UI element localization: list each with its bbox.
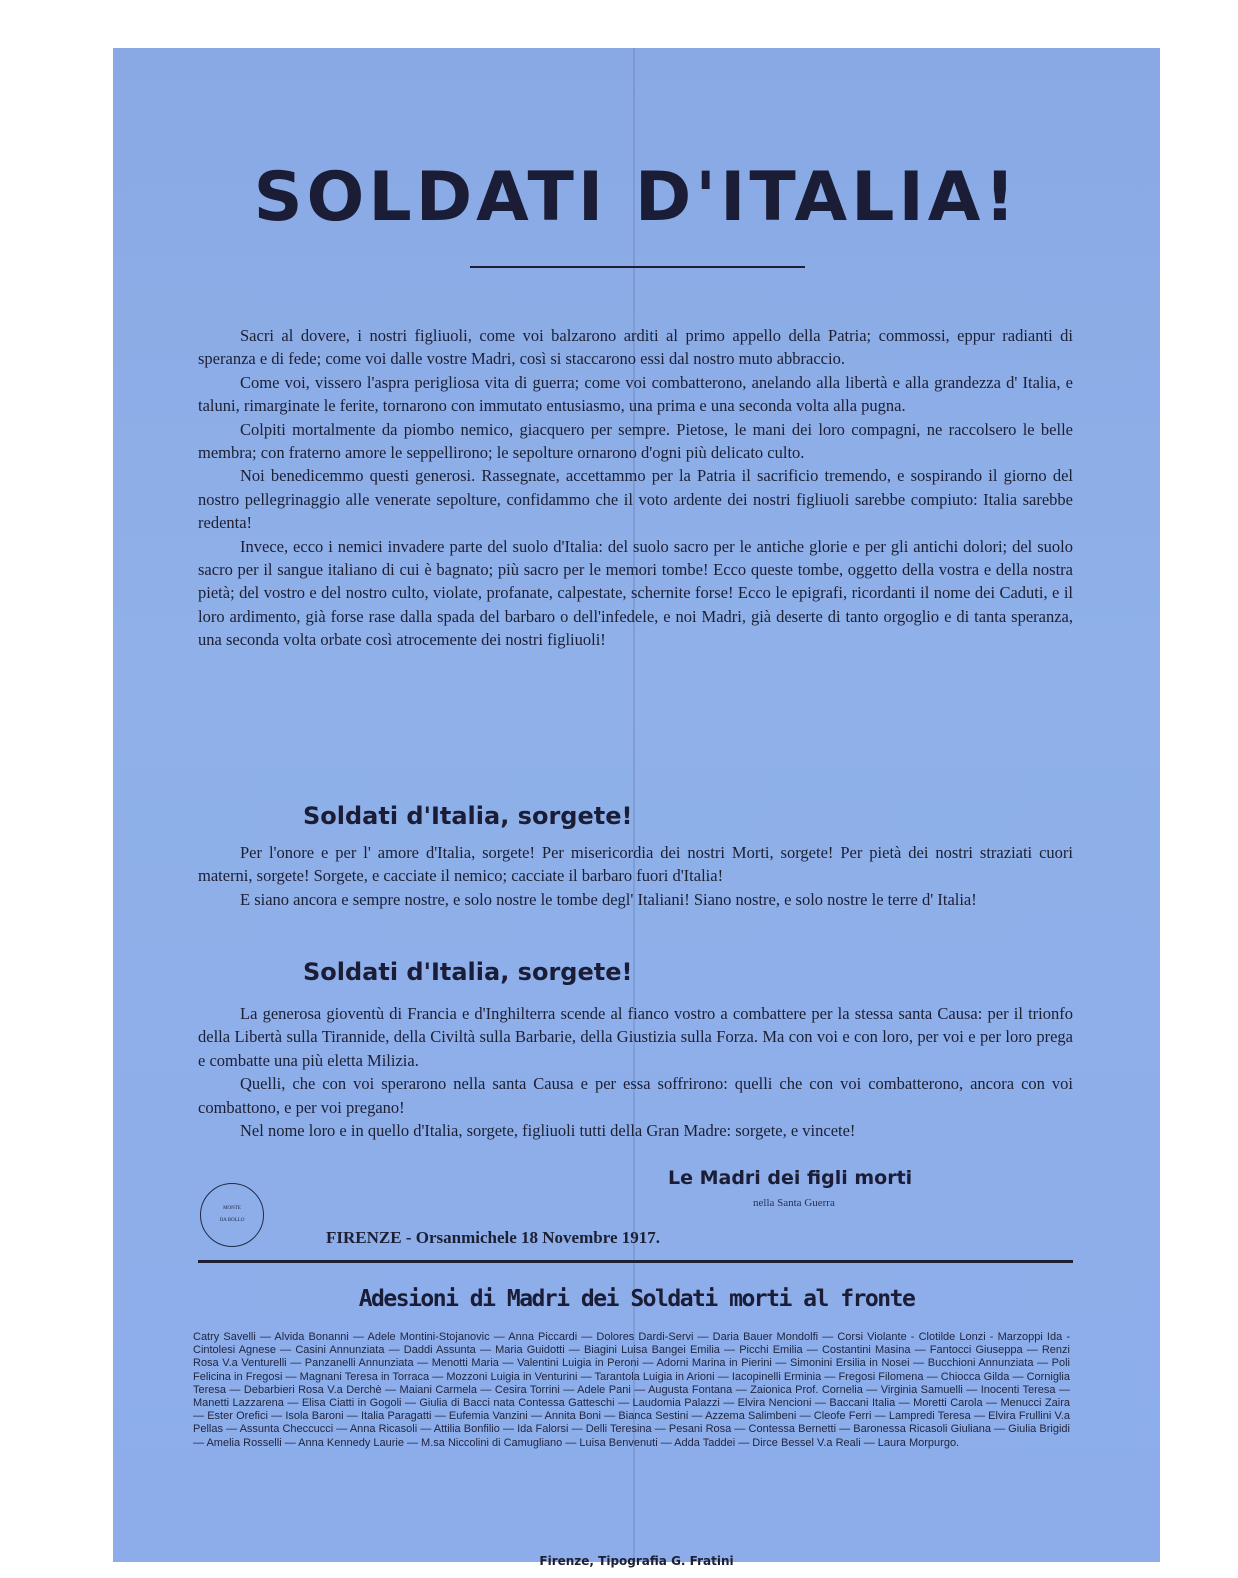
paragraph: Noi benedicemmo questi generosi. Rassegnate, accettammo per la Patria il sacrificio tremendo, e sospirando il giorno del nostro pellegrinaggio alle venerate sepolture, confidammo che il voto ardente dei nostri figliuoli sarebbe compiuto: Italia sarebbe redenta! — [198, 466, 1073, 533]
printer-credit: Firenze, Tipografia G. Fratini — [539, 1554, 734, 1568]
paragraph: Quelli, che con voi sperarono nella santa Causa e per essa soffrirono: quelli che con voi combatterono, ancora con voi combattono, e per voi pregano! — [198, 1074, 1073, 1117]
dateline: FIRENZE - Orsanmichele 18 Novembre 1917. — [326, 1228, 660, 1247]
revenue-stamp — [200, 1183, 264, 1247]
title-divider — [470, 266, 805, 268]
paragraph: La generosa gioventù di Francia e d'Inghilterra scende al fianco vostro a combattere per la stessa santa Causa: per il trionfo della Libertà sulla Tirannide, della Civiltà sulla Barbarie, della Giustizia sulla Forza. Ma con voi e con loro, per voi e per loro prega e combatte una più eletta Milizia. — [198, 1004, 1073, 1070]
body-section-3 — [198, 1002, 1073, 1142]
body-section-1 — [198, 324, 1073, 652]
paragraph: Colpiti mortalmente da piombo nemico, giacquero per sempre. Pietose, le mani dei loro compagni, ne raccolsero le belle membra; con fraterno amore le seppellirono; le sepolture ornarono d'ogni più delicato culto. — [198, 419, 1073, 463]
paragraph: Per l'onore e per l' amore d'Italia, sorgete! Per misericordia dei nostri Morti, sorgete! Per pietà dei nostri straziati cuori materni, sorgete! Sorgete, e cacciate il nemico; cacciate il barbaro fuori d'Italia! — [198, 843, 1073, 886]
poster-title: SOLDATI D'ITALIA! — [253, 158, 1020, 237]
section-divider — [198, 1260, 1073, 1263]
stamp-text: DA BOLLO — [219, 1218, 245, 1223]
paragraph: E siano ancora e sempre nostre, e solo nostre le tombe degl' Italiani! Siano nostre, e solo nostre le terre d' Italia! — [240, 889, 977, 909]
paragraph: Sacri al dovere, i nostri figliuoli, come voi balzarono arditi al primo appello della Patria; commossi, eppur radianti di speranza e di fede; come voi dalle vostre Madri, così si staccarono essi dal nostro muto abbraccio. — [198, 326, 1073, 369]
signature-subtitle: nella Santa Guerra — [753, 1197, 835, 1209]
paragraph: Come voi, vissero l'aspra perigliosa vita di guerra; come voi combatterono, anelando alla libertà e alla grandezza d' Italia, e taluni, rimarginate le ferite, tornarono con immutato entusiasmo, una prima e una seconda volta alla pugna. — [198, 372, 1073, 416]
adhesions-title: Adesioni di Madri dei Soldati morti al fronte — [358, 1286, 915, 1312]
signature: Le Madri dei figli morti — [668, 1167, 913, 1189]
stamp-text: MONTE — [223, 1206, 241, 1211]
paragraph: Invece, ecco i nemici invadere parte del suolo d'Italia: del suolo sacro per le antiche glorie e per gli antichi dolori; del suolo sacro per il sangue italiano di cui è bagnato; più sacro per le memori tombe! Ecco queste tombe, oggetto della vostra e della nostra pietà; del vostro e del nostro culto, violate, profanate, calpestate, schernite forse! Ecco le epigrafi, ricordanti il nome dei Caduti, e il loro ardimento, già forse rase dalla spada del barbaro o dell'infedele, e noi Madri, già deserte di tanto orgoglio e di tanta speranza, una seconda volta orbate così atrocemente dei nostri figliuoli! — [198, 536, 1073, 650]
body-section-2 — [198, 841, 1073, 911]
exhortation-heading: Soldati d'Italia, sorgete! — [303, 802, 633, 830]
exhortation-heading: Soldati d'Italia, sorgete! — [303, 958, 633, 986]
adhesions-names: Catry Savelli — Alvida Bonanni — Adele Montini-Stojanovic — Anna Piccardi — Dolores Dardi-Servi — Daria Bauer Mondolfi — Corsi Violante - Clotilde Lonzi - Marzoppi Ida - Cintolesi Agnese — Casini Annunziata — Daddi Assunta — Maria Guidotti — Biagini Luisa Bangei Emilia — Picchi Emilia — Costantini Masina — Fantocci Giuseppa — Renzi Rosa V.a Venturelli — Panzanelli Annunziata — Menotti Maria — Valentini Luigia in Peroni — Adorni Marina in Pierini — Simonini Ersilia in Nosei — Bucchioni Annunziata — Poli Felicina in Fregosi — Magnani Teresa in Torraca — Mozzoni Luigia in Venturini — Tarantola Luigia in Arioni — Iacopinelli Erminia — Fregosi Filomena — Chiocca Gilda — Corniglia Teresa — Debarbieri Rosa V.a Derchè — Maiani Carmela — Cesira Torrini — Adele Pani — Augusta Fontana — Zaionica Prof. Cornelia — Virginia Samuelli — Inocenti Teresa — Manetti Lazzarena — Elisa Ciatti in Gogoli — Giulia di Bacci nata Contessa Gatteschi — Laudomia Palazzi — Elvira Nencioni — Baccani Italia — Moretti Carola — Menucci Zaira — Ester Orefici — Isola Baroni — Italia Paragatti — Eufemia Vanzini — Annita Boni — Bianca Sestini — Azzema Salimbeni — Cleofe Ferri — Lampredi Teresa — Elvira Frullini V.a Pellas — Assunta Checcucci — Anna Ricasoli — Attilia Bonfilio — Ida Falorsi — Delli Teresina — Pesani Rosa — Contessa Bernetti — Baronessa Ricasoli Giuliana — Giulia Brigidi — Amelia Rosselli — Anna Kennedy Laurie — M.sa Niccolini di Camugliano — Luisa Benvenuti — Adda Taddei — Dirce Bessel V.a Reali — Laura Morpurgo. — [193, 1331, 1070, 1449]
poster-sheet — [113, 48, 1160, 1568]
paragraph: Nel nome loro e in quello d'Italia, sorgete, figliuoli tutti della Gran Madre: sorgete, e vincete! — [240, 1121, 856, 1141]
